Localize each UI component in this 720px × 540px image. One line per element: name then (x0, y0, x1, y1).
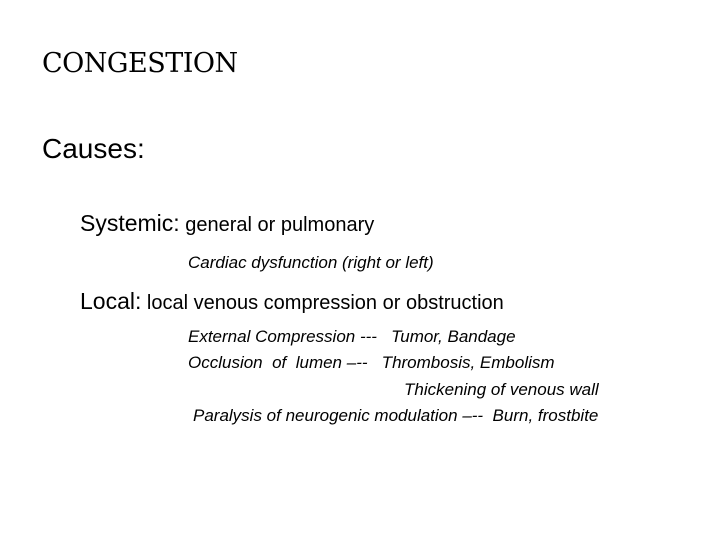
local-label: Local: (80, 288, 142, 314)
systemic-label: Systemic: (80, 210, 180, 236)
causes-heading: Causes: (42, 133, 145, 164)
local-subcause-external-compression: External Compression --- Tumor, Bandage (188, 327, 516, 346)
local-subcause-occlusion: Occlusion of lumen –-- Thrombosis, Embolism (188, 353, 555, 372)
systemic-cause-line (80, 210, 374, 238)
systemic-description: general or pulmonary (179, 214, 375, 236)
local-description: local venous compression or obstruction (141, 292, 504, 314)
local-cause-line (80, 288, 504, 316)
local-subcause-thickening: Thickening of venous wall (404, 380, 599, 399)
slide-title: CONGESTION (42, 48, 238, 79)
systemic-subcause: Cardiac dysfunction (right or left) (188, 253, 434, 272)
local-subcause-paralysis: Paralysis of neurogenic modulation –-- Burn, frostbite (193, 406, 599, 425)
